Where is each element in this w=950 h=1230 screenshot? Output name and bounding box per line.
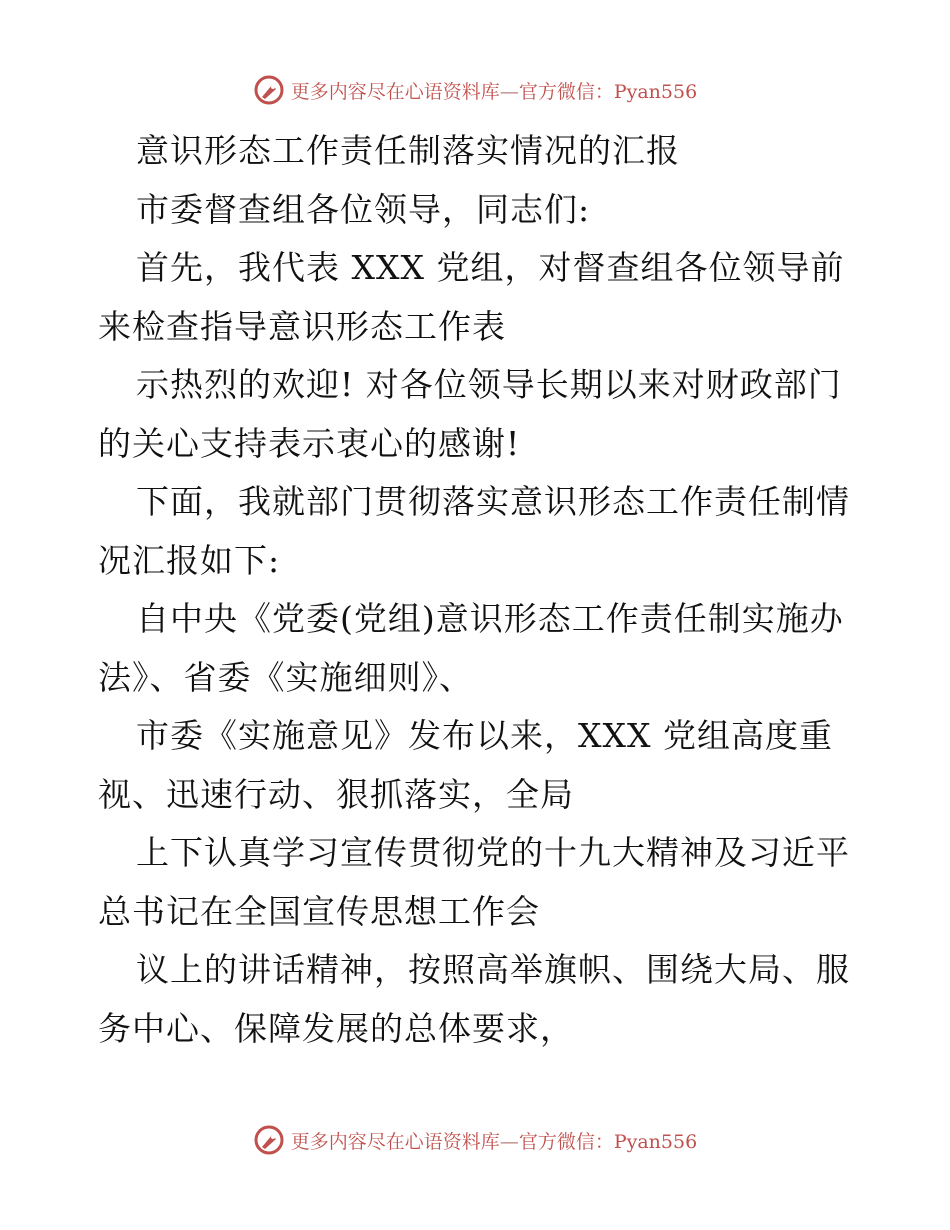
paragraph-line: 示热烈的欢迎! 对各位领导长期以来对财政部门 bbox=[136, 365, 842, 404]
paragraph-line: 总书记在全国宣传思想工作会 bbox=[98, 891, 540, 931]
document-title: 意识形态工作责任制落实情况的汇报 bbox=[136, 131, 680, 170]
banner-contact-id: Pyan556 bbox=[613, 1130, 698, 1153]
paragraph-line: 况汇报如下: bbox=[98, 540, 281, 580]
paragraph-line: 下面，我就部门贯彻落实意识形态工作责任制情 bbox=[136, 482, 850, 521]
banner-dash: — bbox=[499, 1130, 519, 1153]
banner-text bbox=[291, 77, 697, 104]
footer-banner bbox=[0, 1122, 950, 1158]
paragraph-line: 上下认真学习宣传贯彻党的十九大精神及习近平 bbox=[136, 833, 850, 872]
banner-dash: — bbox=[499, 80, 519, 103]
header-banner bbox=[0, 72, 950, 108]
paragraph-line: 自中央《党委(党组)意识形态工作责任制实施办 bbox=[136, 599, 844, 638]
paragraph-line: 务中心、保障发展的总体要求， bbox=[98, 1008, 574, 1048]
salutation: 市委督查组各位领导，同志们: bbox=[136, 189, 591, 229]
banner-contact-id: Pyan556 bbox=[613, 80, 698, 103]
banner-title: 更多内容尽在心语资料库 bbox=[290, 1130, 500, 1153]
paragraph-line: 视、迅速行动、狠抓落实，全局 bbox=[98, 774, 574, 814]
paragraph-line: 来检查指导意识形态工作表 bbox=[98, 306, 506, 346]
banner-contact-label: 官方微信： bbox=[518, 80, 614, 103]
banner-text bbox=[291, 1127, 697, 1154]
paragraph-line: 的关心支持表示衷心的感谢! bbox=[98, 423, 521, 463]
pen-nib-circle-icon bbox=[253, 74, 285, 106]
paragraph-line: 首先，我代表 XXX 党组，对督查组各位领导前 bbox=[136, 248, 845, 287]
document-body bbox=[98, 122, 858, 1058]
pen-nib-circle-icon bbox=[253, 1124, 285, 1156]
paragraph-line: 法》、省委《实施细则》、 bbox=[98, 657, 473, 697]
banner-contact-label: 官方微信： bbox=[518, 1130, 614, 1153]
paragraph-line: 市委《实施意见》发布以来，XXX 党组高度重 bbox=[136, 716, 833, 755]
banner-title: 更多内容尽在心语资料库 bbox=[290, 80, 500, 103]
paragraph-line: 议上的讲话精神，按照高举旗帜、围绕大局、服 bbox=[136, 950, 850, 989]
